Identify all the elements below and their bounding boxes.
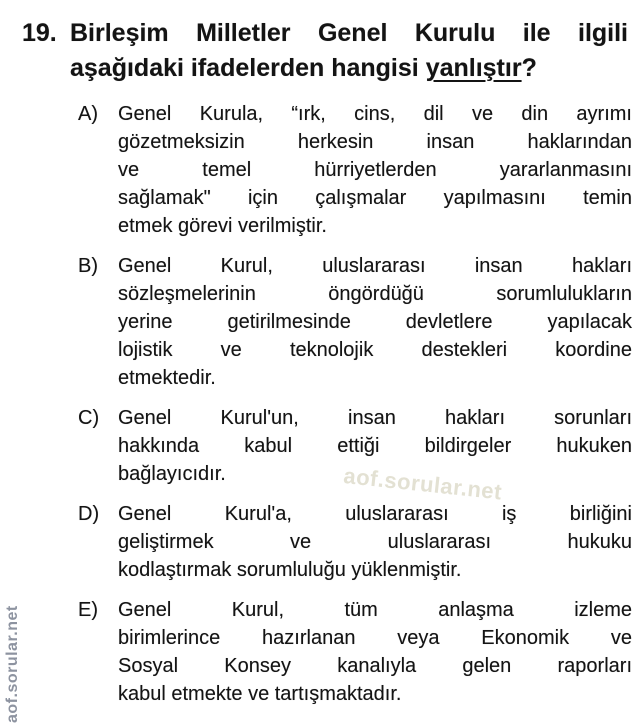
option-letter: D)	[78, 503, 100, 525]
option-text-line: lojistik ve teknolojik destekleri koordine	[118, 339, 632, 361]
option-text	[118, 500, 632, 584]
question-line-2-suffix: ?	[521, 54, 537, 82]
option-text-line: Sosyal Konsey kanalıyla gelen raporları	[118, 655, 632, 677]
option-text-line: Genel Kurul'a, uluslararası iş birliğini	[118, 503, 632, 525]
options-list	[0, 100, 643, 708]
option-text-line: kodlaştırmak sorumluluğu yüklenmiştir.	[118, 559, 462, 581]
option-d	[78, 500, 632, 584]
question-keyword-underlined: yanlıştır	[425, 54, 522, 82]
option-text-line: kabul etmekte ve tartışmaktadır.	[118, 683, 402, 705]
option-text-line: ve temel hürriyetlerden yararlanmasını	[118, 159, 632, 181]
watermark-side: aof.sorular.net	[4, 605, 21, 723]
option-text-line: geliştirmek ve uluslararası hukuku	[118, 531, 632, 553]
option-letter: A)	[78, 103, 98, 125]
option-letter: B)	[78, 255, 98, 277]
option-text-line: Genel Kurul, uluslararası insan hakları	[118, 255, 632, 277]
option-b	[78, 252, 632, 392]
option-text	[118, 404, 632, 488]
option-text	[118, 596, 632, 708]
option-text-line: birimlerince hazırlanan veya Ekonomik ve	[118, 627, 632, 649]
option-text-line: hakkında kabul ettiği bildirgeler hukuken	[118, 435, 632, 457]
option-a	[78, 100, 632, 240]
question-line-2	[70, 51, 628, 86]
option-e	[78, 596, 632, 708]
option-letter: E)	[78, 599, 98, 621]
option-text-line: Genel Kurul'un, insan hakları sorunları	[118, 407, 632, 429]
question-number: 19.	[22, 19, 57, 47]
watermark-center: aof.sorular.net	[342, 463, 504, 505]
option-text	[118, 252, 632, 392]
option-text-line: bağlayıcıdır.	[118, 463, 226, 485]
question-line-2-prefix: aşağıdaki ifadelerden hangisi	[70, 54, 426, 82]
option-text-line: yerine getirilmesinde devletlere yapılacak	[118, 311, 632, 333]
option-letter: C)	[78, 407, 100, 429]
question-block	[0, 0, 643, 86]
question-line-1: Birleşim Milletler Genel Kurulu ile ilgili	[70, 19, 628, 47]
option-text	[118, 100, 632, 240]
question-text	[70, 16, 628, 86]
option-text-line: etmek görevi verilmiştir.	[118, 215, 327, 237]
option-c	[78, 404, 632, 488]
option-text-line: Genel Kurula, “ırk, cins, dil ve din ayrımı	[118, 103, 632, 125]
option-text-line: gözetmeksizin herkesin insan haklarından	[118, 131, 632, 153]
option-text-line: sağlamak" için çalışmalar yapılmasını temin	[118, 187, 632, 209]
option-text-line: etmektedir.	[118, 367, 216, 389]
option-text-line: Genel Kurul, tüm anlaşma izleme	[118, 599, 632, 621]
option-text-line: sözleşmelerinin öngördüğü sorumlulukların	[118, 283, 632, 305]
